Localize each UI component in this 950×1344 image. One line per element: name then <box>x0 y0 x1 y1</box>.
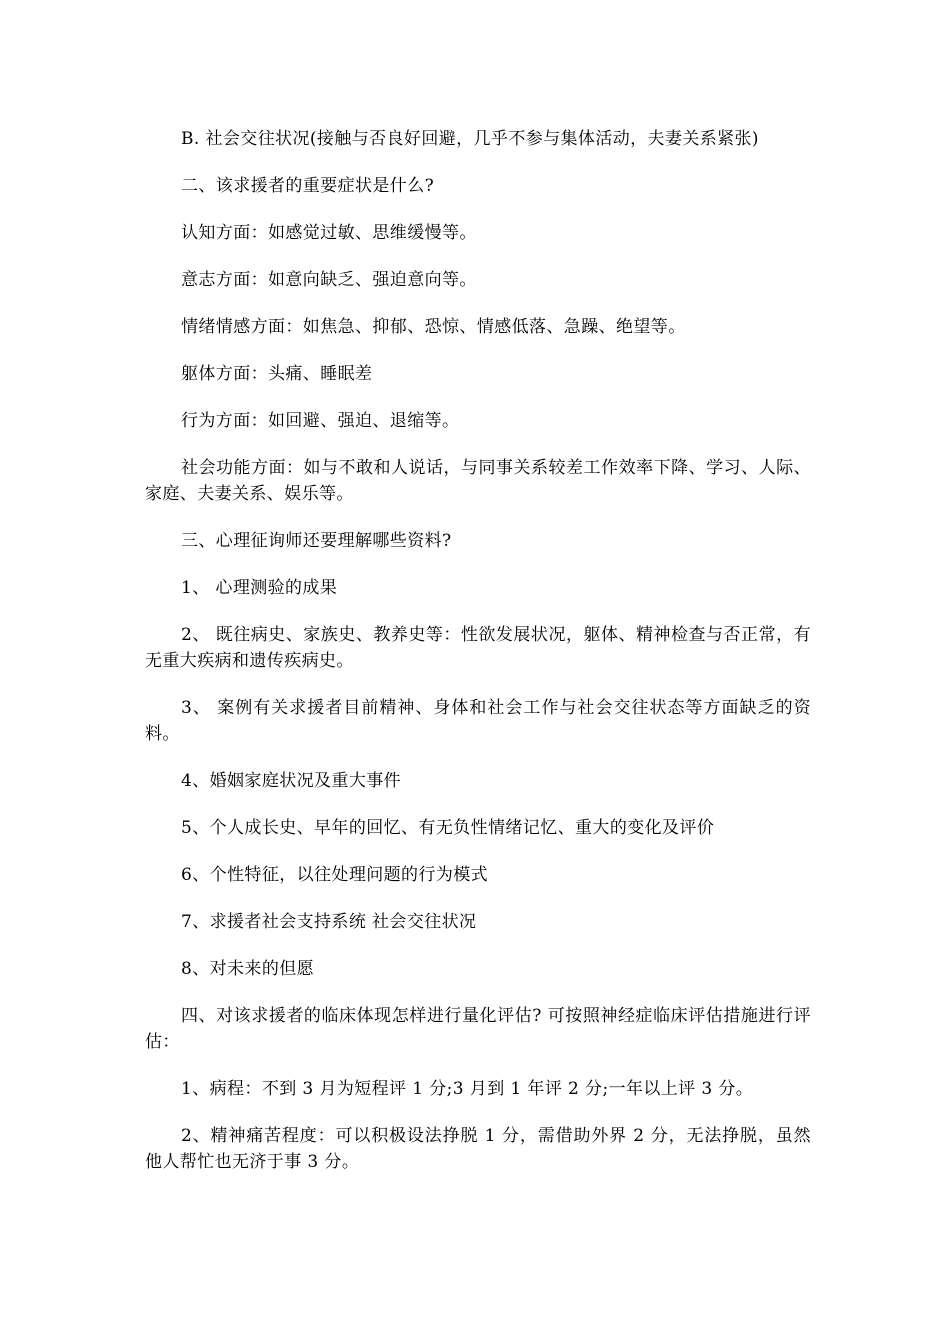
heading-additional-materials: 三、心理征询师还要理解哪些资料? <box>181 531 452 551</box>
paragraph-volition: 意志方面：如意向缺乏、强迫意向等。 <box>181 270 477 290</box>
list-item-4: 4、婚姻家庭状况及重大事件 <box>181 771 402 791</box>
document-body <box>145 126 811 1196</box>
heading-quantitative-assessment: 四、对该求援者的临床体现怎样进行量化评估? 可按照神经症临床评估措施进行评估： <box>145 1006 811 1052</box>
assessment-item-duration: 1、病程：不到 3 月为短程评 1 分;3 月到 1 年评 2 分;一年以上评 3 分。 <box>181 1079 754 1099</box>
list-item-7: 7、求援者社会支持系统 社会交往状况 <box>181 912 477 932</box>
heading-main-symptoms: 二、该求援者的重要症状是什么? <box>181 176 435 196</box>
assessment-item-distress: 2、精神痛苦程度：可以积极设法挣脱 1 分，需借助外界 2 分，无法挣脱，虽然他人帮忙也无济于事 3 分。 <box>145 1126 811 1172</box>
paragraph-social-contact: B. 社会交往状况(接触与否良好回避，几乎不参与集体活动，夫妻关系紧张) <box>181 129 759 149</box>
list-item-2: 2、 既往病史、家族史、教养史等：性欲发展状况，躯体、精神检查与否正常，有无重大疾病和遗传疾病史。 <box>145 625 811 671</box>
paragraph-emotion: 情绪情感方面：如焦急、抑郁、恐惊、情感低落、急躁、绝望等。 <box>181 317 686 337</box>
list-item-3: 3、 案例有关求援者目前精神、身体和社会工作与社会交往状态等方面缺乏的资料。 <box>145 698 811 744</box>
paragraph-cognition: 认知方面：如感觉过敏、思维缓慢等。 <box>181 223 477 243</box>
list-item-5: 5、个人成长史、早年的回忆、有无负性情绪记忆、重大的变化及评价 <box>181 818 715 838</box>
list-item-8: 8、对未来的但愿 <box>181 959 315 979</box>
paragraph-social-function: 社会功能方面：如与不敢和人说话，与同事关系较差工作效率下降、学习、人际、家庭、夫妻关系、娱乐等。 <box>145 458 811 504</box>
paragraph-somatic: 躯体方面：头痛、睡眠差 <box>181 364 373 384</box>
list-item-1: 1、 心理测验的成果 <box>181 578 338 598</box>
paragraph-behavior: 行为方面：如回避、强迫、退缩等。 <box>181 411 460 431</box>
list-item-6: 6、个性特征，以往处理问题的行为模式 <box>181 865 489 885</box>
